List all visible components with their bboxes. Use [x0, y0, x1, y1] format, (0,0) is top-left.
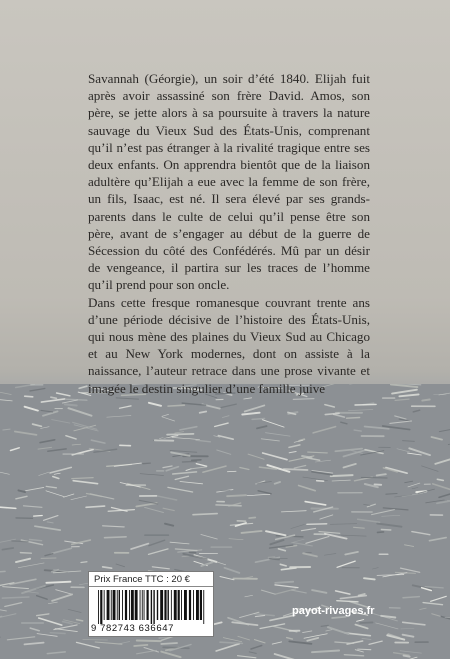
barcode-bar — [142, 590, 143, 620]
straw-stroke — [134, 645, 147, 646]
barcode-bar — [98, 590, 99, 624]
straw-stroke — [50, 633, 65, 634]
barcode-bar — [196, 590, 199, 620]
straw-stroke — [252, 419, 264, 420]
barcode-bar — [104, 590, 105, 620]
barcode-bar — [129, 590, 130, 620]
straw-stroke — [25, 396, 33, 397]
straw-stroke — [358, 649, 371, 650]
straw-stroke — [81, 562, 87, 563]
barcode-bar — [168, 590, 169, 620]
barcode-bar — [117, 590, 118, 620]
barcode-bar — [113, 590, 116, 620]
straw-stroke — [143, 463, 151, 464]
straw-stroke — [355, 404, 376, 405]
barcode-bar — [144, 590, 145, 620]
straw-stroke — [227, 471, 236, 472]
barcode-bar — [151, 590, 152, 624]
barcode-bar — [131, 590, 134, 620]
straw-stroke — [360, 622, 372, 623]
straw-stroke — [331, 475, 353, 476]
straw-stroke — [163, 647, 189, 648]
straw-stroke — [46, 582, 70, 583]
barcode-bar — [174, 590, 177, 620]
straw-stroke — [12, 541, 28, 542]
barcode-label — [88, 571, 214, 637]
straw-stroke — [361, 477, 387, 478]
synopsis-paragraph: Dans cette fresque romanesque couvrant trente ans d’une période décisive de l’histoire des États-Unis, qui nous mène des plaines du Vieux Sud au Chicago et au New York modernes, dont on assiste à la naissance, l’auteur retrace dans une prose vivante et imagée le destin singulier d’une famille juive — [88, 294, 370, 396]
straw-stroke — [34, 516, 43, 517]
price-divider — [89, 586, 213, 587]
straw-stroke — [65, 404, 77, 405]
straw-stroke — [275, 582, 293, 583]
straw-stroke — [386, 494, 397, 495]
barcode-bar — [119, 590, 120, 620]
barcode-bar — [200, 590, 202, 620]
barcode-bar — [181, 590, 182, 620]
straw-stroke — [20, 553, 31, 554]
straw-stroke — [437, 479, 443, 480]
grass-ground-photo — [0, 384, 450, 659]
synopsis-text — [88, 70, 370, 397]
synopsis-paragraph: Savannah (Géorgie), un soir d’été 1840. Elijah fuit après avoir assassiné son frère David. Amos, son père, se jette alors à sa poursuite à travers la nature sauvage du Vieux Sud des États-Unis, comprenant qu’il n’est pas étranger à la rivalité tragique entre ses deux enfants. On apprendra bientôt que de la liaison adultère qu’Elijah a eue avec la femme de son frère, un fils, Isaac, est né. Il sera élevé par ses grands-parents dans le culte de celui qu’il pense être son père, avant de s’engager au début de la guerre de Sécession du côté des Confédérés. Mû par un désir de vengeance, il partira sur les traces de l’homme qu’il prend pour son oncle. — [88, 71, 370, 293]
isbn-barcode — [98, 590, 206, 624]
straw-stroke — [347, 418, 360, 419]
barcode-bar — [203, 590, 204, 624]
barcode-bar — [125, 590, 127, 620]
barcode-bar — [160, 590, 163, 620]
straw-stroke — [284, 469, 308, 470]
barcode-bar — [193, 590, 194, 620]
barcode-bar — [135, 590, 138, 620]
straw-stroke — [168, 405, 184, 406]
straw-stroke — [308, 452, 328, 453]
straw-stroke — [404, 656, 410, 657]
barcode-bar — [140, 590, 141, 620]
barcode-bar — [178, 590, 180, 620]
barcode-bar — [153, 590, 154, 624]
straw-stroke — [183, 461, 197, 462]
straw-stroke — [190, 552, 196, 553]
straw-stroke — [161, 643, 177, 644]
price-label: Prix France TTC : 20 € — [94, 574, 190, 585]
straw-stroke — [317, 481, 324, 482]
barcode-bar — [157, 590, 158, 620]
straw-stroke — [137, 641, 161, 642]
straw-stroke — [378, 532, 384, 533]
barcode-bar — [171, 590, 172, 620]
barcode-bar — [100, 590, 102, 624]
barcode-bar — [122, 590, 123, 620]
straw-stroke — [422, 400, 429, 401]
barcode-bar — [107, 590, 110, 620]
barcode-bar — [147, 590, 149, 620]
straw-stroke — [381, 530, 390, 531]
straw-stroke — [307, 524, 327, 525]
straw-stroke — [192, 460, 201, 461]
straw-stroke — [227, 495, 246, 496]
barcode-bar — [189, 590, 191, 620]
straw-stroke — [105, 537, 127, 538]
barcode-bar — [111, 590, 112, 620]
straw-stroke — [364, 578, 375, 579]
straw-stroke — [167, 434, 193, 435]
straw-stroke — [51, 397, 57, 398]
straw-stroke — [270, 559, 279, 560]
publisher-website: payot-rivages.fr — [292, 605, 375, 617]
barcode-bar — [184, 590, 187, 620]
straw-stroke — [377, 474, 386, 475]
isbn-number: 9 782743 636647 — [91, 623, 174, 634]
straw-stroke — [193, 514, 217, 515]
straw-stroke — [249, 518, 255, 519]
barcode-bar — [164, 590, 166, 620]
